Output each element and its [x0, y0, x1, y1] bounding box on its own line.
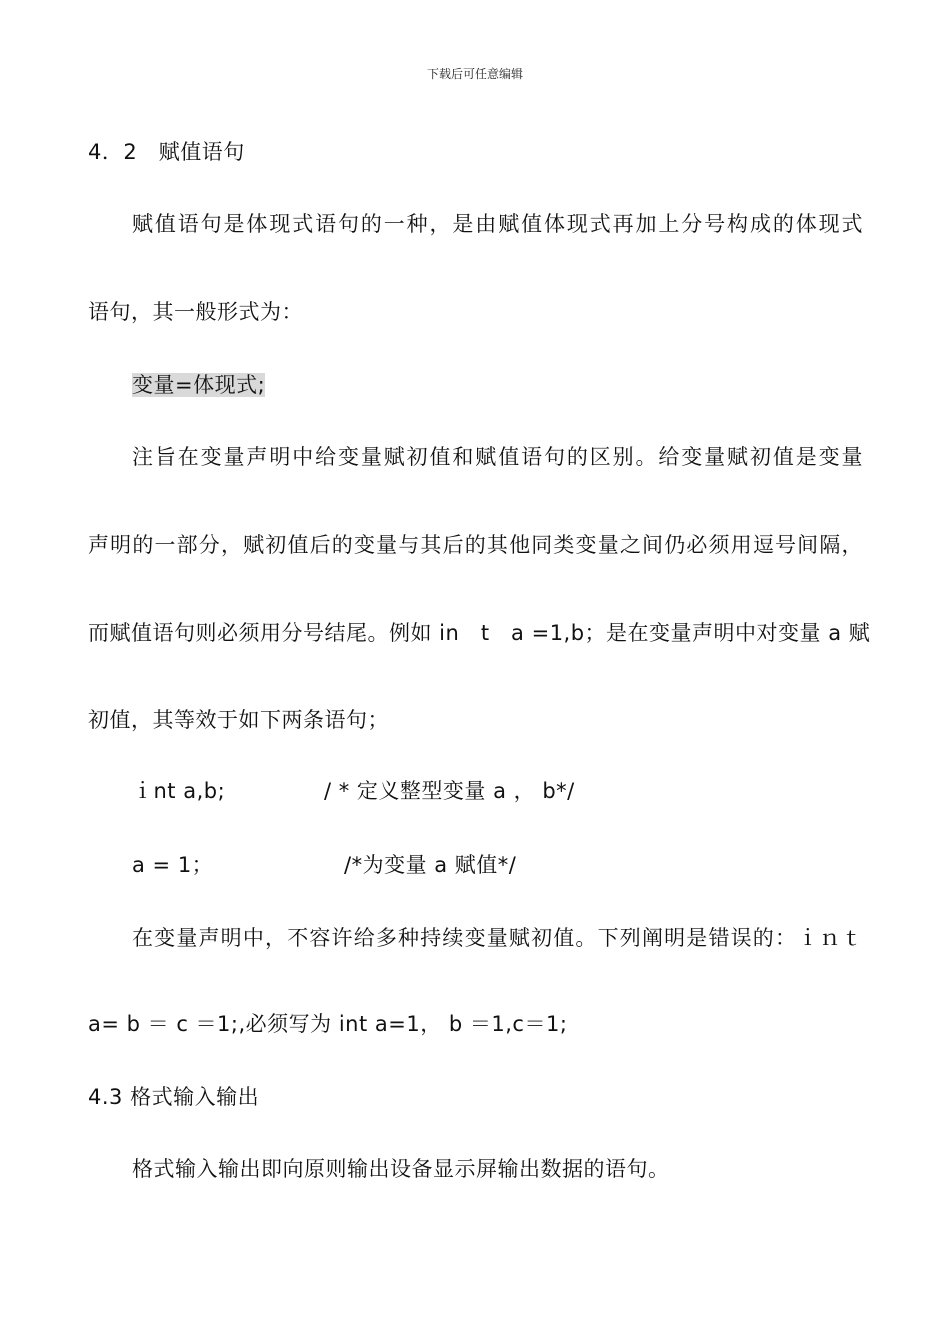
code-statement: ｉnt a,b;: [132, 779, 226, 803]
code-comment: /*为变量 a 赋值*/: [344, 853, 517, 877]
page-header: 下载后可任意编辑: [426, 67, 523, 81]
syntax-highlight: 变量=体现式;: [132, 373, 266, 397]
paragraph-line: 初值，其等效于如下两条语句；: [88, 708, 389, 732]
code-statement: a = 1；: [132, 853, 214, 877]
paragraph-line: 而赋值语句则必须用分号结尾。例如 in t a =1,b；是在变量声明中对变量 a 赋: [88, 621, 871, 645]
paragraph-line: 声明的一部分，赋初值后的变量与其后的其他同类变量之间仍必须用逗号间隔，: [88, 533, 863, 557]
code-comment: / * 定义整型变量 a ， b*/: [324, 779, 575, 803]
paragraph-line: 在变量声明中，不容许给多种持续变量赋初值。下列阐明是错误的：ｉｎｔ: [132, 926, 863, 950]
paragraph-line: 语句，其一般形式为：: [88, 300, 303, 324]
section-heading-format-io: 4.3 格式输入输出: [88, 1085, 260, 1109]
paragraph-line: 格式输入输出即向原则输出设备显示屏输出数据的语句。: [132, 1157, 670, 1181]
paragraph-line: 赋值语句是体现式语句的一种，是由赋值体现式再加上分号构成的体现式: [132, 212, 863, 236]
paragraph-line: 注旨在变量声明中给变量赋初值和赋值语句的区别。给变量赋初值是变量: [132, 445, 863, 469]
paragraph-line: a= b ＝ c ＝1;,必须写为 int a=1， b ＝1,c＝1;: [88, 1012, 568, 1036]
section-heading-assignment: 4．2 赋值语句: [88, 140, 245, 164]
